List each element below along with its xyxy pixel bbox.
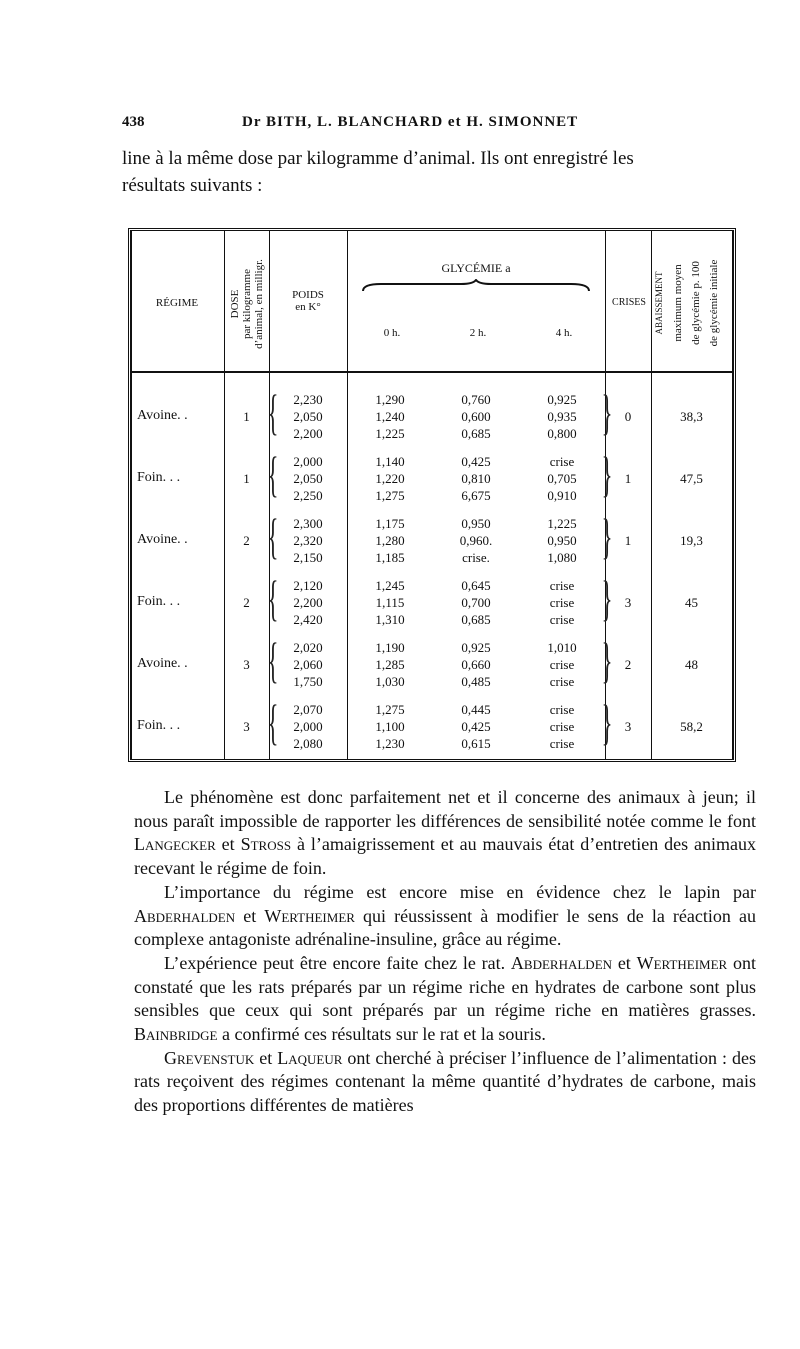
brace-icon: { bbox=[267, 384, 279, 440]
paragraph-text: et bbox=[612, 952, 637, 973]
cell-h2: 0,600 bbox=[461, 409, 491, 424]
cell-h0: 1,175 bbox=[375, 516, 405, 531]
cell-regime: Avoine. . bbox=[137, 532, 188, 547]
cell-h0: 1,030 bbox=[375, 674, 405, 689]
intro-line: line à la même dose par kilogramme d’animal. Ils ont enregistré les bbox=[122, 148, 634, 169]
cell-h4: crise bbox=[549, 578, 575, 593]
cell-crises: 3 bbox=[624, 719, 632, 734]
paragraph-text: qui réussissent à modifier le sens de la réaction au complexe antagoniste adrénaline-insuline, grâce au régime. bbox=[134, 905, 756, 950]
cell-h0: 1,275 bbox=[375, 488, 405, 503]
cell-h4: 0,800 bbox=[547, 426, 577, 441]
cell-poids: 2,200 bbox=[293, 426, 323, 441]
cell-poids: 2,230 bbox=[293, 392, 323, 407]
cell-abaissement: 47,5 bbox=[680, 471, 703, 486]
paragraph-text: L’expérience peut être encore faite chez le rat. bbox=[164, 952, 511, 973]
header-poids bbox=[271, 289, 345, 313]
cell-abaissement: 19,3 bbox=[680, 533, 703, 548]
cell-regime: Foin. . . bbox=[137, 470, 181, 485]
running-title: Dr BITH, L. BLANCHARD et H. SIMONNET bbox=[242, 114, 579, 130]
cell-h4: 0,910 bbox=[547, 488, 577, 503]
author-name: Bainbridge bbox=[134, 1024, 218, 1045]
cell-h0: 1,310 bbox=[375, 612, 405, 627]
cell-h2: 0,425 bbox=[461, 454, 491, 469]
cell-h2: 0,615 bbox=[461, 736, 491, 751]
paragraph bbox=[134, 952, 756, 1047]
paragraph-text: et bbox=[254, 1047, 278, 1068]
cell-h2: 6,675 bbox=[461, 488, 491, 503]
cell-h4: crise bbox=[549, 595, 575, 610]
header-4h: 4 h. bbox=[555, 327, 573, 339]
paragraph bbox=[134, 786, 756, 881]
paragraph-text: ont constaté que les rats préparés par un régime riche en hydrates de carbone sont plus sensibles que ceux qui sont préparés par un régime riche en matières grasses. bbox=[134, 952, 756, 1021]
cell-crises: 1 bbox=[624, 533, 632, 548]
cell-poids: 2,000 bbox=[293, 454, 323, 469]
cell-h2: 0,645 bbox=[461, 578, 491, 593]
cell-dose: 3 bbox=[243, 657, 250, 672]
brace-icon: { bbox=[267, 632, 279, 688]
body-text bbox=[134, 786, 756, 1118]
cell-h0: 1,280 bbox=[375, 533, 405, 548]
author-name: Wertheimer bbox=[264, 905, 355, 926]
cell-h4: crise bbox=[549, 612, 575, 627]
cell-h4: 1,010 bbox=[547, 640, 577, 655]
header-abaissement-3: de glycémie p. 100 bbox=[690, 261, 702, 345]
header-dose-2: par kilogramme bbox=[241, 269, 253, 339]
cell-h0: 1,140 bbox=[375, 454, 405, 469]
cell-h4: crise bbox=[549, 702, 575, 717]
cell-h2: 0,685 bbox=[461, 612, 491, 627]
cell-poids: 2,050 bbox=[293, 471, 323, 486]
brace-icon: } bbox=[601, 694, 613, 750]
paragraph-text: et bbox=[215, 834, 241, 855]
cell-h2: 0,445 bbox=[461, 702, 491, 717]
cell-crises: 0 bbox=[624, 409, 632, 424]
header-abaissement-4: de glycémie initiale bbox=[708, 259, 720, 347]
cell-poids: 2,020 bbox=[293, 640, 323, 655]
paragraph-text: L’importance du régime est encore mise en évidence chez le lapin par bbox=[164, 881, 756, 902]
brace-icon: } bbox=[601, 446, 613, 502]
cell-poids: 2,080 bbox=[293, 736, 323, 751]
cell-dose: 2 bbox=[243, 533, 250, 548]
cell-h4: crise bbox=[549, 736, 575, 751]
cell-poids: 2,300 bbox=[293, 516, 323, 531]
cell-h4: 0,950 bbox=[547, 533, 577, 548]
header-2h: 2 h. bbox=[469, 327, 487, 339]
cell-h4: 1,225 bbox=[547, 516, 577, 531]
header-dose-3: d’animal, en milligr. bbox=[253, 259, 265, 349]
cell-poids: 2,420 bbox=[293, 612, 323, 627]
author-name: Abderhalden bbox=[510, 952, 613, 973]
cell-dose: 1 bbox=[243, 409, 250, 424]
header-poids-1: POIDS bbox=[292, 289, 324, 301]
cell-h0: 1,115 bbox=[375, 595, 405, 610]
brace-icon: { bbox=[267, 570, 279, 626]
cell-h0: 1,230 bbox=[375, 736, 405, 751]
cell-abaissement: 48 bbox=[685, 657, 698, 672]
brace-icon: { bbox=[267, 446, 279, 502]
author-name: Stross bbox=[240, 834, 292, 855]
header-regime: RÉGIME bbox=[155, 297, 199, 309]
header-glycemie: GLYCÉMIE a bbox=[441, 261, 511, 275]
paragraph-text: et bbox=[235, 905, 265, 926]
cell-h2: 0,685 bbox=[461, 426, 491, 441]
header-abaissement-1: ABAISSEMENT bbox=[654, 271, 664, 335]
cell-h2: 0,485 bbox=[461, 674, 491, 689]
author-name: Abderhalden bbox=[134, 905, 236, 926]
results-table bbox=[128, 228, 736, 762]
author-name: Wertheimer bbox=[636, 952, 728, 973]
cell-abaissement: 38,3 bbox=[680, 409, 703, 424]
cell-h4: crise bbox=[549, 657, 575, 672]
cell-abaissement: 45 bbox=[685, 595, 698, 610]
header-0h: 0 h. bbox=[383, 327, 401, 339]
page-number: 438 bbox=[122, 114, 145, 130]
cell-h0: 1,100 bbox=[375, 719, 405, 734]
glycemie-brace bbox=[361, 279, 591, 293]
cell-regime: Foin. . . bbox=[137, 594, 181, 609]
cell-h4: crise bbox=[549, 719, 575, 734]
cell-h2: 0,925 bbox=[461, 640, 491, 655]
cell-regime: Foin. . . bbox=[137, 718, 181, 733]
author-name: Langecker bbox=[134, 834, 216, 855]
cell-h2: crise. bbox=[462, 550, 490, 565]
cell-abaissement: 58,2 bbox=[680, 719, 703, 734]
header-dose-1: DOSE bbox=[229, 289, 241, 319]
cell-poids: 1,750 bbox=[293, 674, 323, 689]
cell-crises: 3 bbox=[624, 595, 632, 610]
cell-h2: 0,960. bbox=[459, 533, 493, 548]
cell-h4: 0,705 bbox=[547, 471, 577, 486]
header-crises: CRISES bbox=[612, 297, 646, 308]
cell-poids: 2,070 bbox=[293, 702, 323, 717]
paragraph bbox=[134, 881, 756, 952]
cell-h4: 1,080 bbox=[547, 550, 577, 565]
header-abaissement-2: maximum moyen bbox=[672, 264, 684, 342]
paragraph-text: Le phénomène est donc parfaitement net et il concerne des animaux à jeun; il nous paraît impossible de rapporter les différences de sensibilité notée comme le font bbox=[134, 787, 756, 831]
cell-h0: 1,240 bbox=[375, 409, 405, 424]
brace-icon: } bbox=[601, 632, 613, 688]
cell-h0: 1,185 bbox=[375, 550, 405, 565]
cell-h0: 1,290 bbox=[375, 392, 405, 407]
cell-crises: 1 bbox=[624, 471, 632, 486]
brace-icon: } bbox=[601, 384, 613, 440]
cell-regime: Avoine. . bbox=[137, 408, 188, 423]
cell-h2: 0,810 bbox=[461, 471, 491, 486]
cell-regime: Avoine. . bbox=[137, 656, 188, 671]
brace-icon: { bbox=[267, 694, 279, 750]
cell-poids: 2,000 bbox=[293, 719, 323, 734]
paragraph-text: ont cherché à préciser l’influence de l’alimentation : des rats reçoivent des régimes contenant la même quantité d’hydrates de carbone, mais des proportions différentes de matières bbox=[134, 1047, 756, 1116]
cell-h0: 1,245 bbox=[375, 578, 405, 593]
cell-dose: 2 bbox=[243, 595, 250, 610]
cell-h2: 0,950 bbox=[461, 516, 491, 531]
cell-h4: 0,925 bbox=[547, 392, 577, 407]
cell-h2: 0,425 bbox=[461, 719, 491, 734]
paragraph bbox=[134, 1047, 756, 1118]
brace-icon: } bbox=[601, 508, 613, 564]
cell-poids: 2,120 bbox=[293, 578, 323, 593]
cell-poids: 2,320 bbox=[293, 533, 323, 548]
header-poids-2: en K° bbox=[295, 301, 321, 313]
cell-h0: 1,220 bbox=[375, 471, 405, 486]
cell-dose: 1 bbox=[243, 471, 250, 486]
cell-h0: 1,225 bbox=[375, 426, 405, 441]
intro-text bbox=[122, 145, 752, 199]
cell-h0: 1,275 bbox=[375, 702, 405, 717]
cell-poids: 2,060 bbox=[293, 657, 323, 672]
paragraph-text: à l’amaigrissement et au mauvais état d’entretien des animaux recevant le régime de foin. bbox=[134, 834, 756, 879]
cell-h2: 0,700 bbox=[461, 595, 491, 610]
cell-poids: 2,150 bbox=[293, 550, 323, 565]
cell-poids: 2,200 bbox=[293, 595, 323, 610]
cell-crises: 2 bbox=[624, 657, 632, 672]
cell-h4: crise bbox=[549, 674, 575, 689]
brace-icon: { bbox=[267, 508, 279, 564]
cell-h2: 0,760 bbox=[461, 392, 491, 407]
brace-icon: } bbox=[601, 570, 613, 626]
cell-h2: 0,660 bbox=[461, 657, 491, 672]
paragraph-text: a confirmé ces résultats sur le rat et la souris. bbox=[217, 1024, 546, 1045]
cell-h4: crise bbox=[549, 454, 575, 469]
cell-poids: 2,050 bbox=[293, 409, 323, 424]
intro-line: résultats suivants : bbox=[122, 175, 263, 196]
cell-h0: 1,285 bbox=[375, 657, 405, 672]
cell-h4: 0,935 bbox=[547, 409, 577, 424]
cell-poids: 2,250 bbox=[293, 488, 323, 503]
author-name: Grevenstuk bbox=[164, 1047, 255, 1068]
author-name: Laqueur bbox=[277, 1047, 343, 1068]
cell-h0: 1,190 bbox=[375, 640, 405, 655]
cell-dose: 3 bbox=[243, 719, 250, 734]
